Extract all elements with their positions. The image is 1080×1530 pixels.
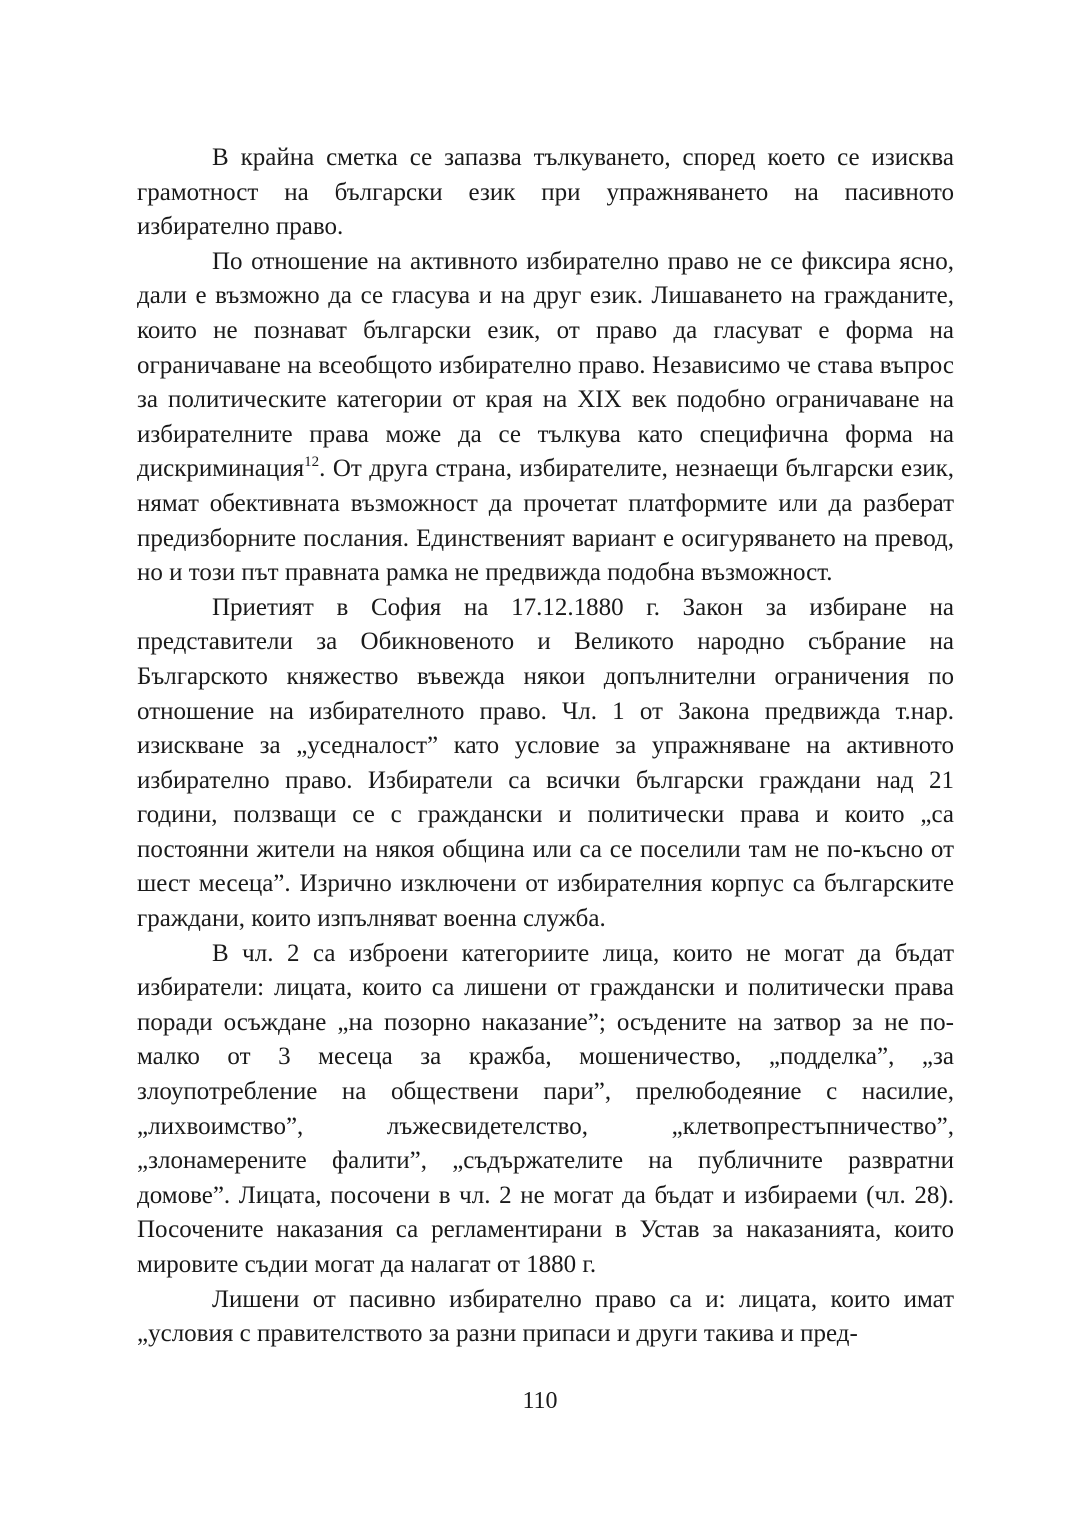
paragraph-2 bbox=[137, 245, 954, 591]
page-body bbox=[137, 141, 954, 1352]
paragraph-2-text-before: По отношение на активното избирателно право не се фиксира ясно, дали е възможно да се гласува и на друг език. Лишаването на гражданите, които не познават български език, от право да гласуват е форма на ограничаване на всеобщото избирателно право. Независимо че става въпрос за политическите категории от края на XIX век подобно ограничаване на избирателните права може да се тълкува като специфична форма на дискриминация bbox=[137, 247, 954, 483]
page-number: 110 bbox=[522, 1388, 558, 1414]
paragraph-1: В крайна сметка се запазва тълкуването, според което се изисква грамотност на български език при упражняването на пасивното избирателно право. bbox=[137, 144, 954, 241]
footnote-ref: 12 bbox=[304, 454, 320, 471]
paragraph-3: Приетият в София на 17.12.1880 г. Закон за избиране на представители за Обикновеното и Великото народно събрание на Българското княжество въвежда някои допълнителни ограничения по отношение на избирателното право. Чл. 1 от Закона предвижда т.нар. изискване за „уседналост” като условие за упражняване на активното избирателно право. Избиратели са всички български граждани над 21 години, ползващи се с граждански и политически права и които „са постоянни жители на някоя община или са се поселили там не по-късно от шест месеца”. Изрично изключени от избирателния корпус са българските граждани, които изпълняват военна служба. bbox=[137, 593, 954, 933]
paragraph-5: Лишени от пасивно избирателно право са и: лицата, които имат „условия с правителството за разни припаси и други такива и пред- bbox=[137, 1285, 954, 1348]
paragraph-4: В чл. 2 са изброени категориите лица, които не могат да бъдат избиратели: лицата, които са лишени от граждански и политически права поради осъждане „на позорно наказание”; осъдените на затвор за не по-малко от 3 месеца за кражба, мошеничество, „подделка”, „за злоупотребление на обществени пари”, прелюбодеяние с насилие, „лихвоимство”, лъжесвидетелство, „клетвопрестъпничество”, „злонамерените фалити”, „съдържателите на публичните развратни домове”. Лицата, посочени в чл. 2 не могат да бъдат и избираеми (чл. 28). Посочените наказания са регламентирани в Устав за наказанията, които мировите съдии могат да налагат от 1880 г. bbox=[137, 939, 954, 1278]
paragraph-2-text-after: . От друга страна, избирателите, незнаещи български език, нямат обективната възможност да прочетат платформите или да разберат предизборните послания. Единственият вариант е осигуряването на превод, но и този път правната рамка не предвижда подобна възможност. bbox=[137, 455, 954, 587]
